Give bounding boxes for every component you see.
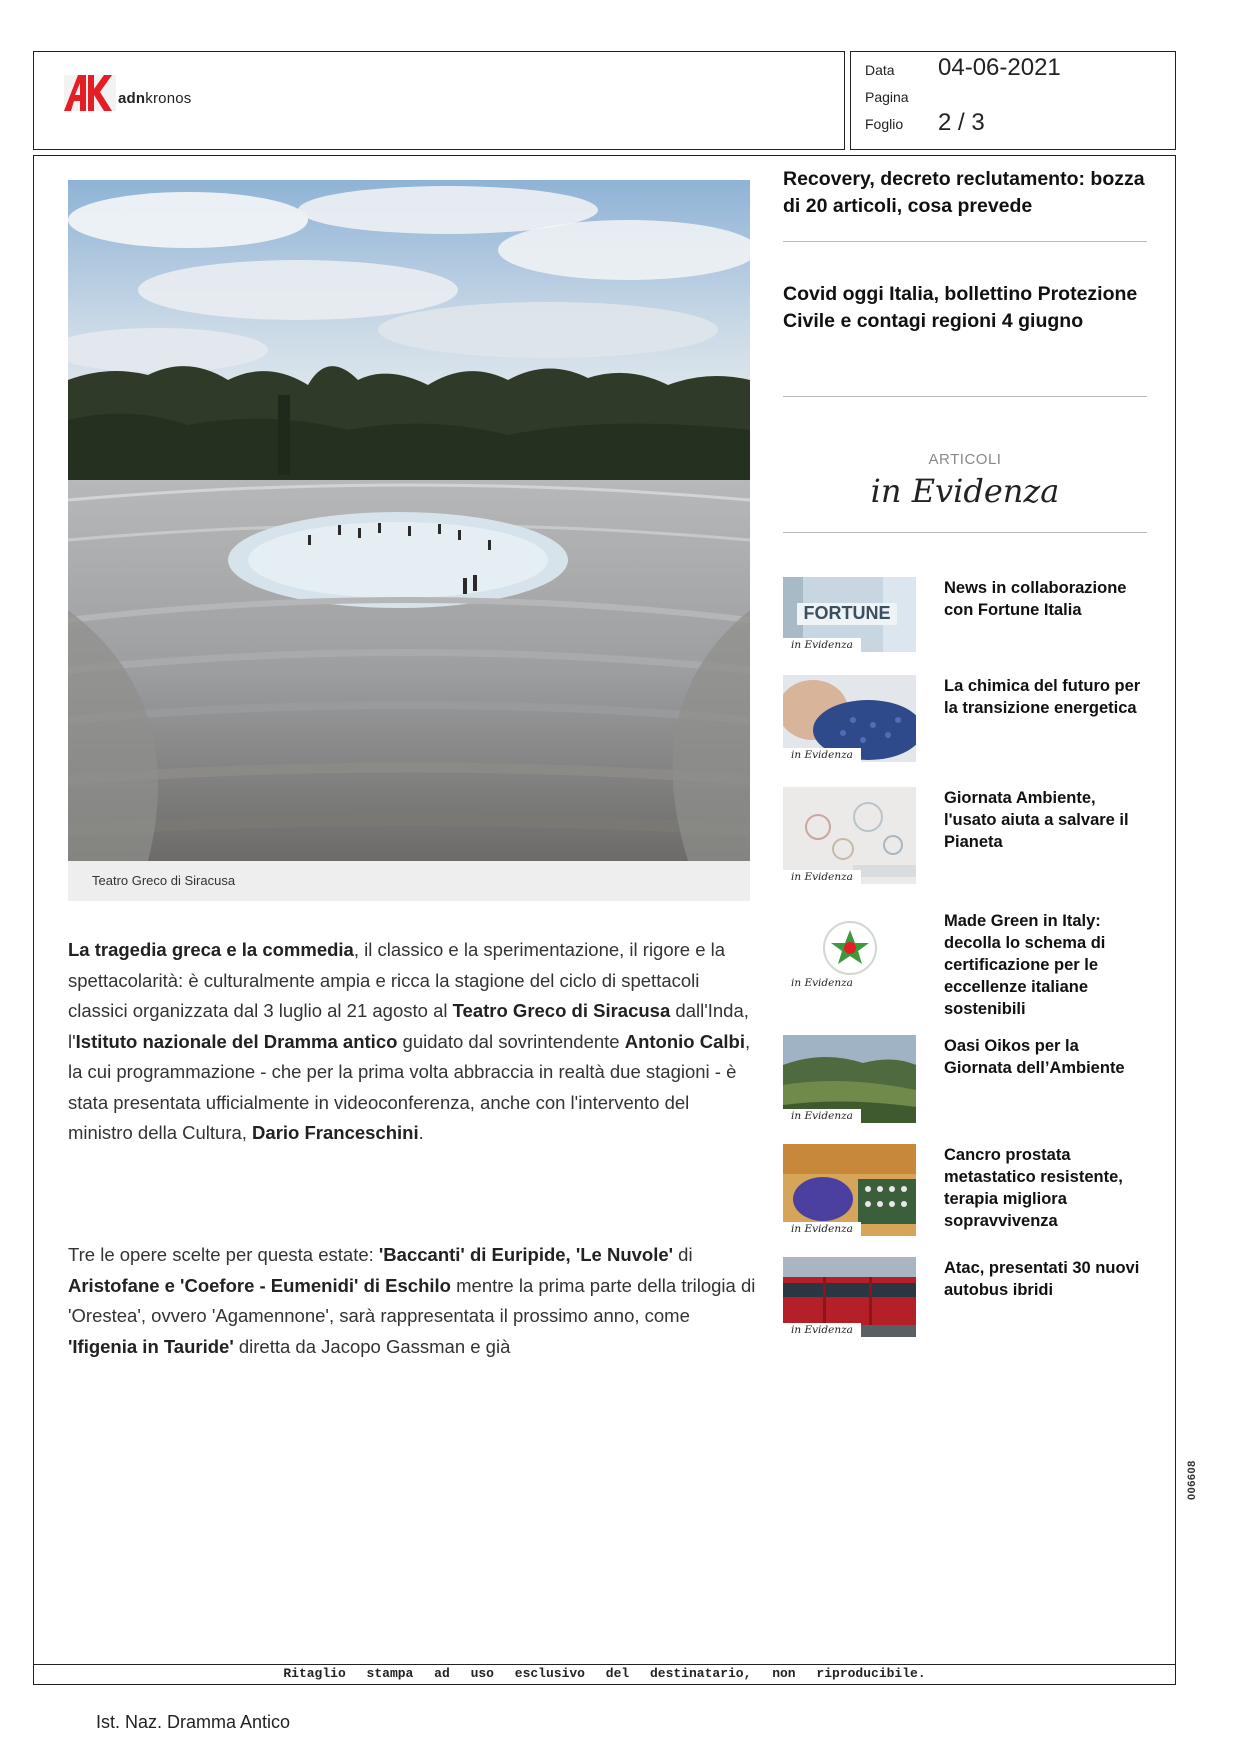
theatre-photo-image	[68, 180, 750, 861]
evidenza-tag: in Evidenza	[783, 1109, 861, 1123]
article-bold-text: Istituto nazionale del Dramma antico	[75, 1030, 398, 1052]
article-bold-text: La tragedia greca e la commedia	[68, 939, 354, 960]
article-bold-text: Aristofane e 'Coefore - Eumenidi' di Eschilo	[68, 1274, 451, 1296]
evidenza-title[interactable]: Atac, presentati 30 nuovi autobus ibridi	[944, 1259, 1140, 1299]
header-logo-box	[33, 51, 845, 150]
sidebar-divider	[783, 241, 1147, 242]
theatre-photo[interactable]	[68, 180, 750, 861]
sidebar-divider	[783, 396, 1147, 397]
client-label: Ist. Naz. Dramma Antico	[96, 1712, 291, 1732]
sidebar-divider	[783, 532, 1147, 533]
evidenza-title[interactable]: Cancro prostata metastatico resistente, terapia migliora sopravvivenza	[944, 1146, 1123, 1230]
article-text: mentre la prima parte della trilogia di 'Orestea', ovvero 'Agamennone', sarà rappresentata il prossimo anno, come	[68, 1274, 756, 1326]
foglio-label: Foglio	[865, 116, 904, 132]
pagina-label: Pagina	[865, 89, 909, 105]
article-text: di	[673, 1244, 693, 1265]
article-bold-text: Dario Franceschini	[252, 1122, 419, 1143]
article-text: Tre le opere scelte per questa estate:	[68, 1244, 379, 1265]
article-paragraph-1	[68, 935, 758, 1149]
footer-divider	[33, 1664, 1176, 1665]
article-bold-text: Antonio Calbi	[624, 1030, 745, 1052]
photo-caption-bar	[68, 861, 750, 901]
article-bold-text: 'Ifigenia in Tauride'	[68, 1335, 234, 1357]
evidenza-title[interactable]: La chimica del futuro per la transizione energetica	[944, 677, 1141, 717]
logo-rest: kronos	[145, 89, 192, 107]
article-text: guidato dal sovrintendente	[397, 1030, 625, 1052]
evidenza-title[interactable]: Oasi Oikos per la Giornata dell’Ambiente	[944, 1037, 1125, 1077]
evidenza-tag: in Evidenza	[783, 638, 861, 652]
fortune-thumbnail	[783, 577, 916, 652]
oasi-thumbnail	[783, 1035, 916, 1123]
fortune-word: FORTUNE	[803, 603, 891, 623]
lab-thumbnail	[783, 1144, 916, 1236]
article-paragraph-2	[68, 1240, 758, 1362]
evidenza-tag: in Evidenza	[783, 976, 861, 990]
chemistry-thumbnail	[783, 675, 916, 762]
bus-thumbnail	[783, 1257, 916, 1337]
evidenza-title[interactable]: Giornata Ambiente, l'usato aiuta a salvare il Pianeta	[944, 789, 1129, 851]
photo-caption: Teatro Greco di Siracusa	[92, 873, 236, 888]
evidenza-kicker: ARTICOLI	[928, 451, 1002, 468]
article-bold-text: 'Baccanti' di Euripide, 'Le Nuvole'	[378, 1244, 674, 1265]
article-text: , il classico e la sperimentazione, il rigore e la spettacolarità: è culturalmente ampia e ricca la stagione del ciclo di spettacoli classici organizzata dal 3 luglio al 21 agosto al	[68, 939, 726, 1021]
sidebar-link-covid[interactable]: Covid oggi Italia, bollettino Protezione Civile e contagi regioni 4 giugno	[783, 283, 1138, 332]
evidenza-tag: in Evidenza	[783, 1222, 861, 1236]
article-text: , la cui programmazione - che per la prima volta abbraccia in realtà due stagioni - è stata presentata ufficialmente in videoconferenza, anche con l'intervento del ministro della Cultura,	[68, 1030, 751, 1143]
logo-wordmark	[118, 90, 192, 107]
tech-thumbnail	[783, 787, 916, 884]
logo-bold: adn	[118, 89, 146, 107]
article-text: dall'Inda, l'	[68, 1000, 749, 1052]
header-meta-box	[850, 51, 1176, 150]
footer-notice: Ritaglio stampa ad uso esclusivo del destinatario, non riproducibile.	[283, 1666, 926, 1681]
sidebar-link-recovery[interactable]: Recovery, decreto reclutamento: bozza di 20 articoli, cosa prevede	[783, 168, 1145, 217]
article-text: diretta da Jacopo Gassman e già	[233, 1335, 511, 1357]
evidenza-title[interactable]: Made Green in Italy: decolla lo schema di certificazione per le eccellenze italiane sostenibili	[944, 912, 1106, 1018]
data-value: 04-06-2021	[938, 54, 1061, 81]
evidenza-tag: in Evidenza	[783, 870, 861, 884]
made-green-thumbnail	[783, 910, 916, 990]
evidenza-tag: in Evidenza	[783, 748, 861, 762]
article-text: .	[418, 1122, 424, 1143]
adnkronos-logo-icon	[64, 75, 116, 111]
adnkronos-logo[interactable]	[64, 75, 192, 111]
evidenza-tag: in Evidenza	[783, 1323, 861, 1337]
document-code: 006608	[1186, 1460, 1198, 1500]
evidenza-heading: in Evidenza	[870, 472, 1060, 510]
evidenza-title[interactable]: News in collaborazione con Fortune Italia	[944, 579, 1127, 619]
foglio-value: 2 / 3	[938, 109, 985, 136]
data-label: Data	[865, 62, 895, 78]
article-bold-text: Teatro Greco di Siracusa	[452, 1000, 671, 1021]
